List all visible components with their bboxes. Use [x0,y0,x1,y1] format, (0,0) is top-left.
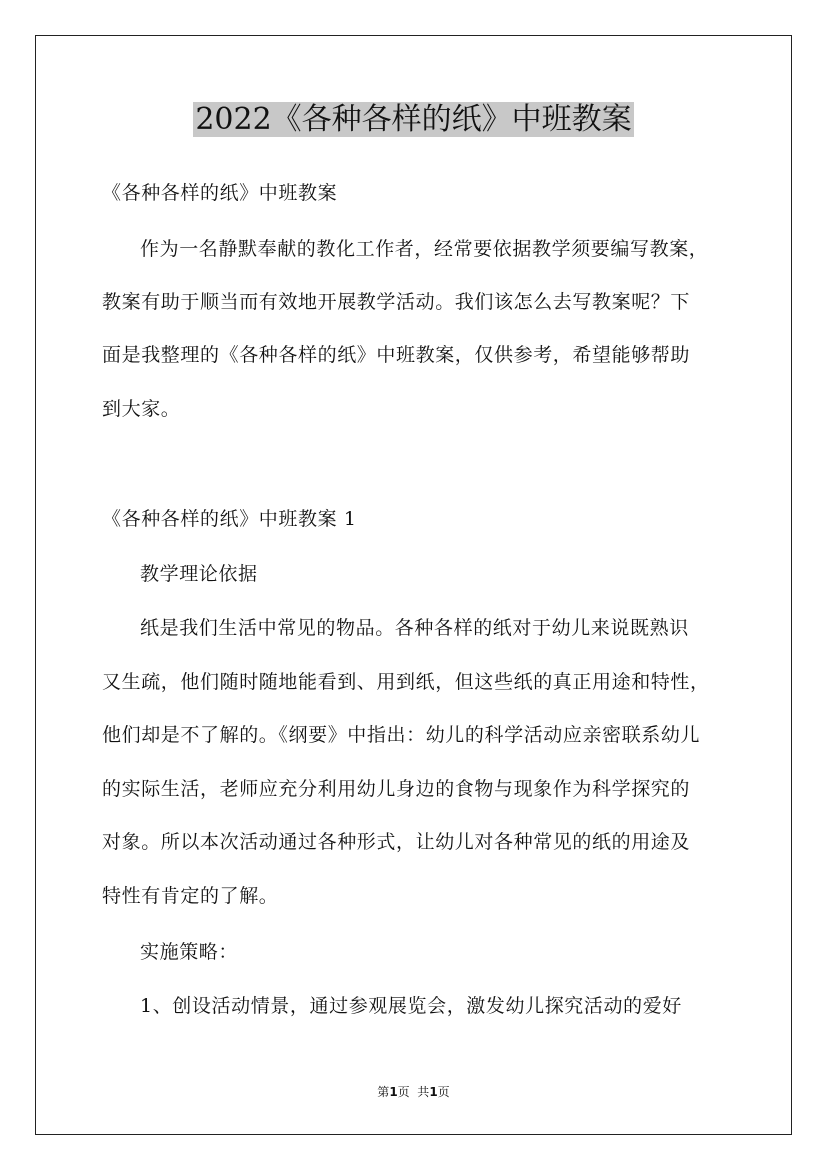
intro-line-4: 到大家。 [102,398,181,420]
footer-page-prefix: 第 [377,1085,390,1099]
document-title [0,98,827,142]
basis-line-5: 对象。所以本次活动通过各种形式，让幼儿对各种常见的纸的用途及 [102,831,691,853]
intro-line-1: 作为一名静默奉献的教化工作者，经常要依据教学须要编写教案， [140,238,709,260]
section-heading: 《各种各样的纸》中班教案 1 [102,508,357,530]
basis-line-2: 又生疏，他们随时随地能看到、用到纸，但这些纸的真正用途和特性， [102,671,710,693]
document-title-text: 2022《各种各样的纸》中班教案 [195,102,632,137]
footer-page-total: 1 [429,1085,438,1099]
basis-line-4: 的实际生活，老师应充分利用幼儿身边的食物与现象作为科学探究的 [102,778,691,800]
basis-line-1: 纸是我们生活中常见的物品。各种各样的纸对于幼儿来说既熟识 [140,617,689,639]
strategy-heading: 实施策略： [140,941,239,963]
footer-page-suffix: 页 [437,1085,450,1099]
basis-line-3: 他们却是不了解的。《纲要》中指出：幼儿的科学活动应亲密联系幼儿 [102,724,701,746]
intro-line-3: 面是我整理的《各种各样的纸》中班教案，仅供参考，希望能够帮助 [102,344,691,366]
intro-line-2: 教案有助于顺当而有效地开展教学活动。我们该怎么去写教案呢？下 [102,291,691,313]
document-subtitle: 《各种各样的纸》中班教案 [102,182,338,204]
footer-page-current: 1 [389,1085,398,1099]
basis-heading: 教学理论依据 [140,563,258,585]
footer-page-mid: 页 共 [397,1085,430,1099]
page-footer [0,1084,827,1100]
basis-line-6: 特性有肯定的了解。 [102,885,279,907]
strategy-item-1: 1、创设活动情景，通过参观展览会，激发幼儿探究活动的爱好 [140,995,682,1017]
